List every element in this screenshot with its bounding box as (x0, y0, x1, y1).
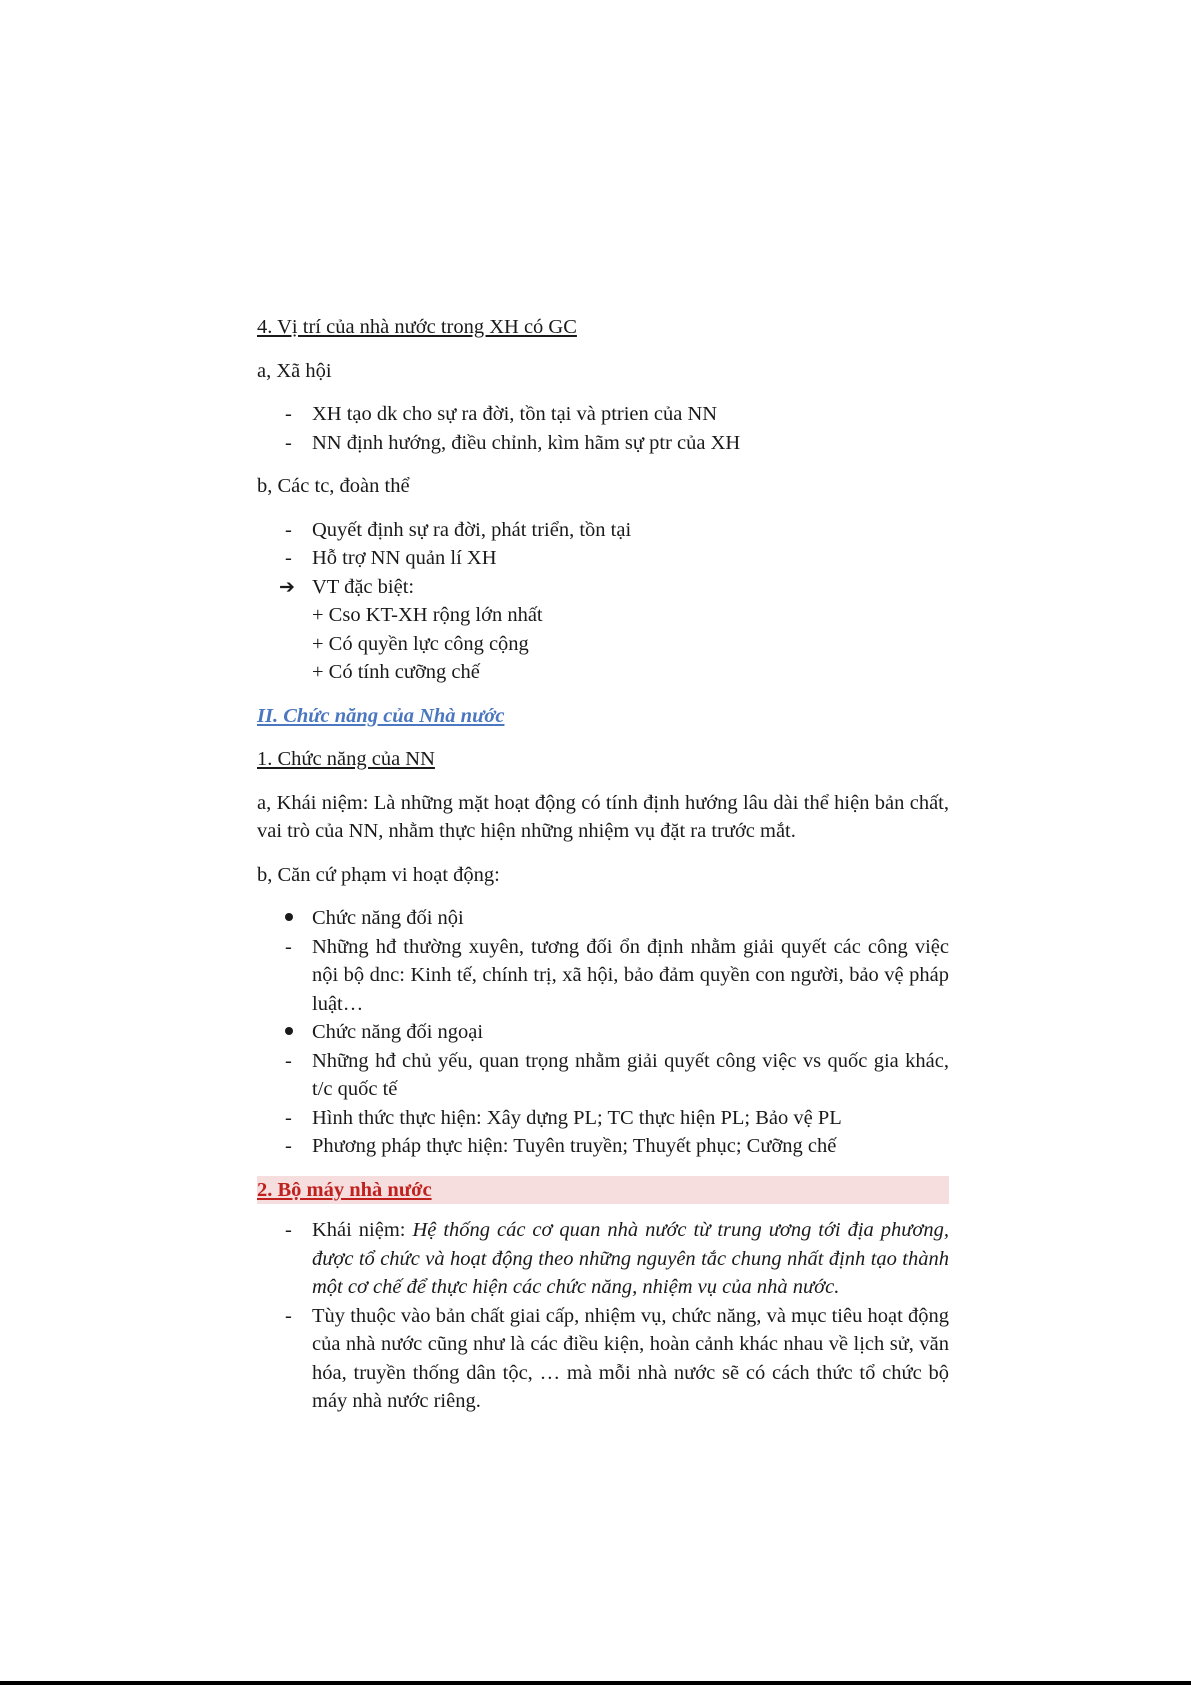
list-item: - Quyết định sự ra đời, phát triển, tồn tại (257, 516, 949, 545)
list-item: - Tùy thuộc vào bản chất giai cấp, nhiệm vụ, chức năng, và mục tiêu hoạt động của nhà nước cũng như là các điều kiện, hoàn cảnh khác nhau về lịch sử, văn hóa, truyền thống dân tộc, … mà mỗi nhà nước sẽ có cách thức tổ chức bộ máy nhà nước riêng. (257, 1302, 949, 1416)
dash-marker: - (285, 518, 292, 541)
dash-marker: - (285, 547, 292, 569)
list-item: - Hỗ trợ NN quản lí XH (257, 544, 949, 573)
apparatus-list (257, 1216, 949, 1416)
concept-paragraph: a, Khái niệm: Là những mặt hoạt động có tính định hướng lâu dài thể hiện bản chất, vai trò của NN, nhằm thực hiện những nhiệm vụ đặt ra trước mắt. (257, 791, 949, 842)
scope-list (257, 904, 949, 1161)
list-item: + Có tính cưỡng chế (312, 661, 480, 683)
list-item: + Cso KT-XH rộng lớn nhất (312, 604, 543, 626)
document-body (257, 313, 949, 1431)
dash-marker: - (285, 1049, 292, 1072)
bullet-icon (285, 904, 305, 933)
subsection-b-title: b, Các tc, đoàn thể (257, 475, 410, 497)
list-item: Chức năng đối nội (257, 904, 949, 933)
subsection-1-heading: 1. Chức năng của NN (257, 748, 435, 770)
section-4-heading: 4. Vị trí của nhà nước trong XH có GC (257, 316, 577, 338)
subsection-a-title: a, Xã hội (257, 359, 332, 382)
list-item: - Những hđ thường xuyên, tương đối ổn định nhằm giải quyết các công việc nội bộ dnc: Kinh tế, chính trị, xã hội, bảo đảm quyền con người, bảo vệ pháp luật… (257, 933, 949, 1019)
dash-marker: - (285, 1219, 292, 1241)
list-item: Chức năng đối ngoại (257, 1018, 949, 1047)
list-item: - Khái niệm: Hệ thống các cơ quan nhà nước từ trung ương tới địa phương, được tổ chức và hoạt động theo những nguyên tắc chung nhất định tạo thành một cơ chế để thực hiện các chức năng, nhiệm vụ của nhà nước. (257, 1216, 949, 1302)
dash-marker: - (285, 935, 292, 958)
list-item: + Có quyền lực công cộng (312, 632, 529, 655)
dash-marker: - (285, 431, 292, 454)
dash-marker: - (285, 1304, 292, 1327)
apparatus-definition: Hệ thống các cơ quan nhà nước từ trung ương tới địa phương, được tổ chức và hoạt động theo những nguyên tắc chung nhất định tạo thành một cơ chế để thực hiện các chức năng, nhiệm vụ của nhà nước. (312, 1219, 949, 1298)
subsection-2-heading: 2. Bộ máy nhà nước (257, 1176, 949, 1205)
list-item: - Những hđ chủ yếu, quan trọng nhằm giải quyết công việc vs quốc gia khác, t/c quốc tế (257, 1047, 949, 1104)
arrow-right-icon: ➔ (279, 575, 295, 598)
list-item: - Hình thức thực hiện: Xây dựng PL; TC thực hiện PL; Bảo vệ PL (257, 1104, 949, 1133)
dash-marker: - (285, 403, 292, 425)
subsection-a-list (257, 400, 949, 457)
scope-title: b, Căn cứ phạm vi hoạt động: (257, 863, 500, 886)
list-item: ➔ VT đặc biệt: (257, 573, 949, 602)
list-item: - NN định hướng, điều chỉnh, kìm hãm sự ptr của XH (257, 429, 949, 458)
page-bottom-border (0, 1681, 1191, 1685)
list-item: - XH tạo dk cho sự ra đời, tồn tại và ptrien của NN (257, 400, 949, 429)
bullet-icon (285, 1018, 305, 1047)
subsection-b-list (257, 516, 949, 687)
list-item: - Phương pháp thực hiện: Tuyên truyền; Thuyết phục; Cưỡng chế (257, 1132, 949, 1161)
section-II-heading: II. Chức năng của Nhà nước (257, 704, 505, 727)
dash-marker: - (285, 1135, 292, 1157)
dash-marker: - (285, 1106, 292, 1129)
